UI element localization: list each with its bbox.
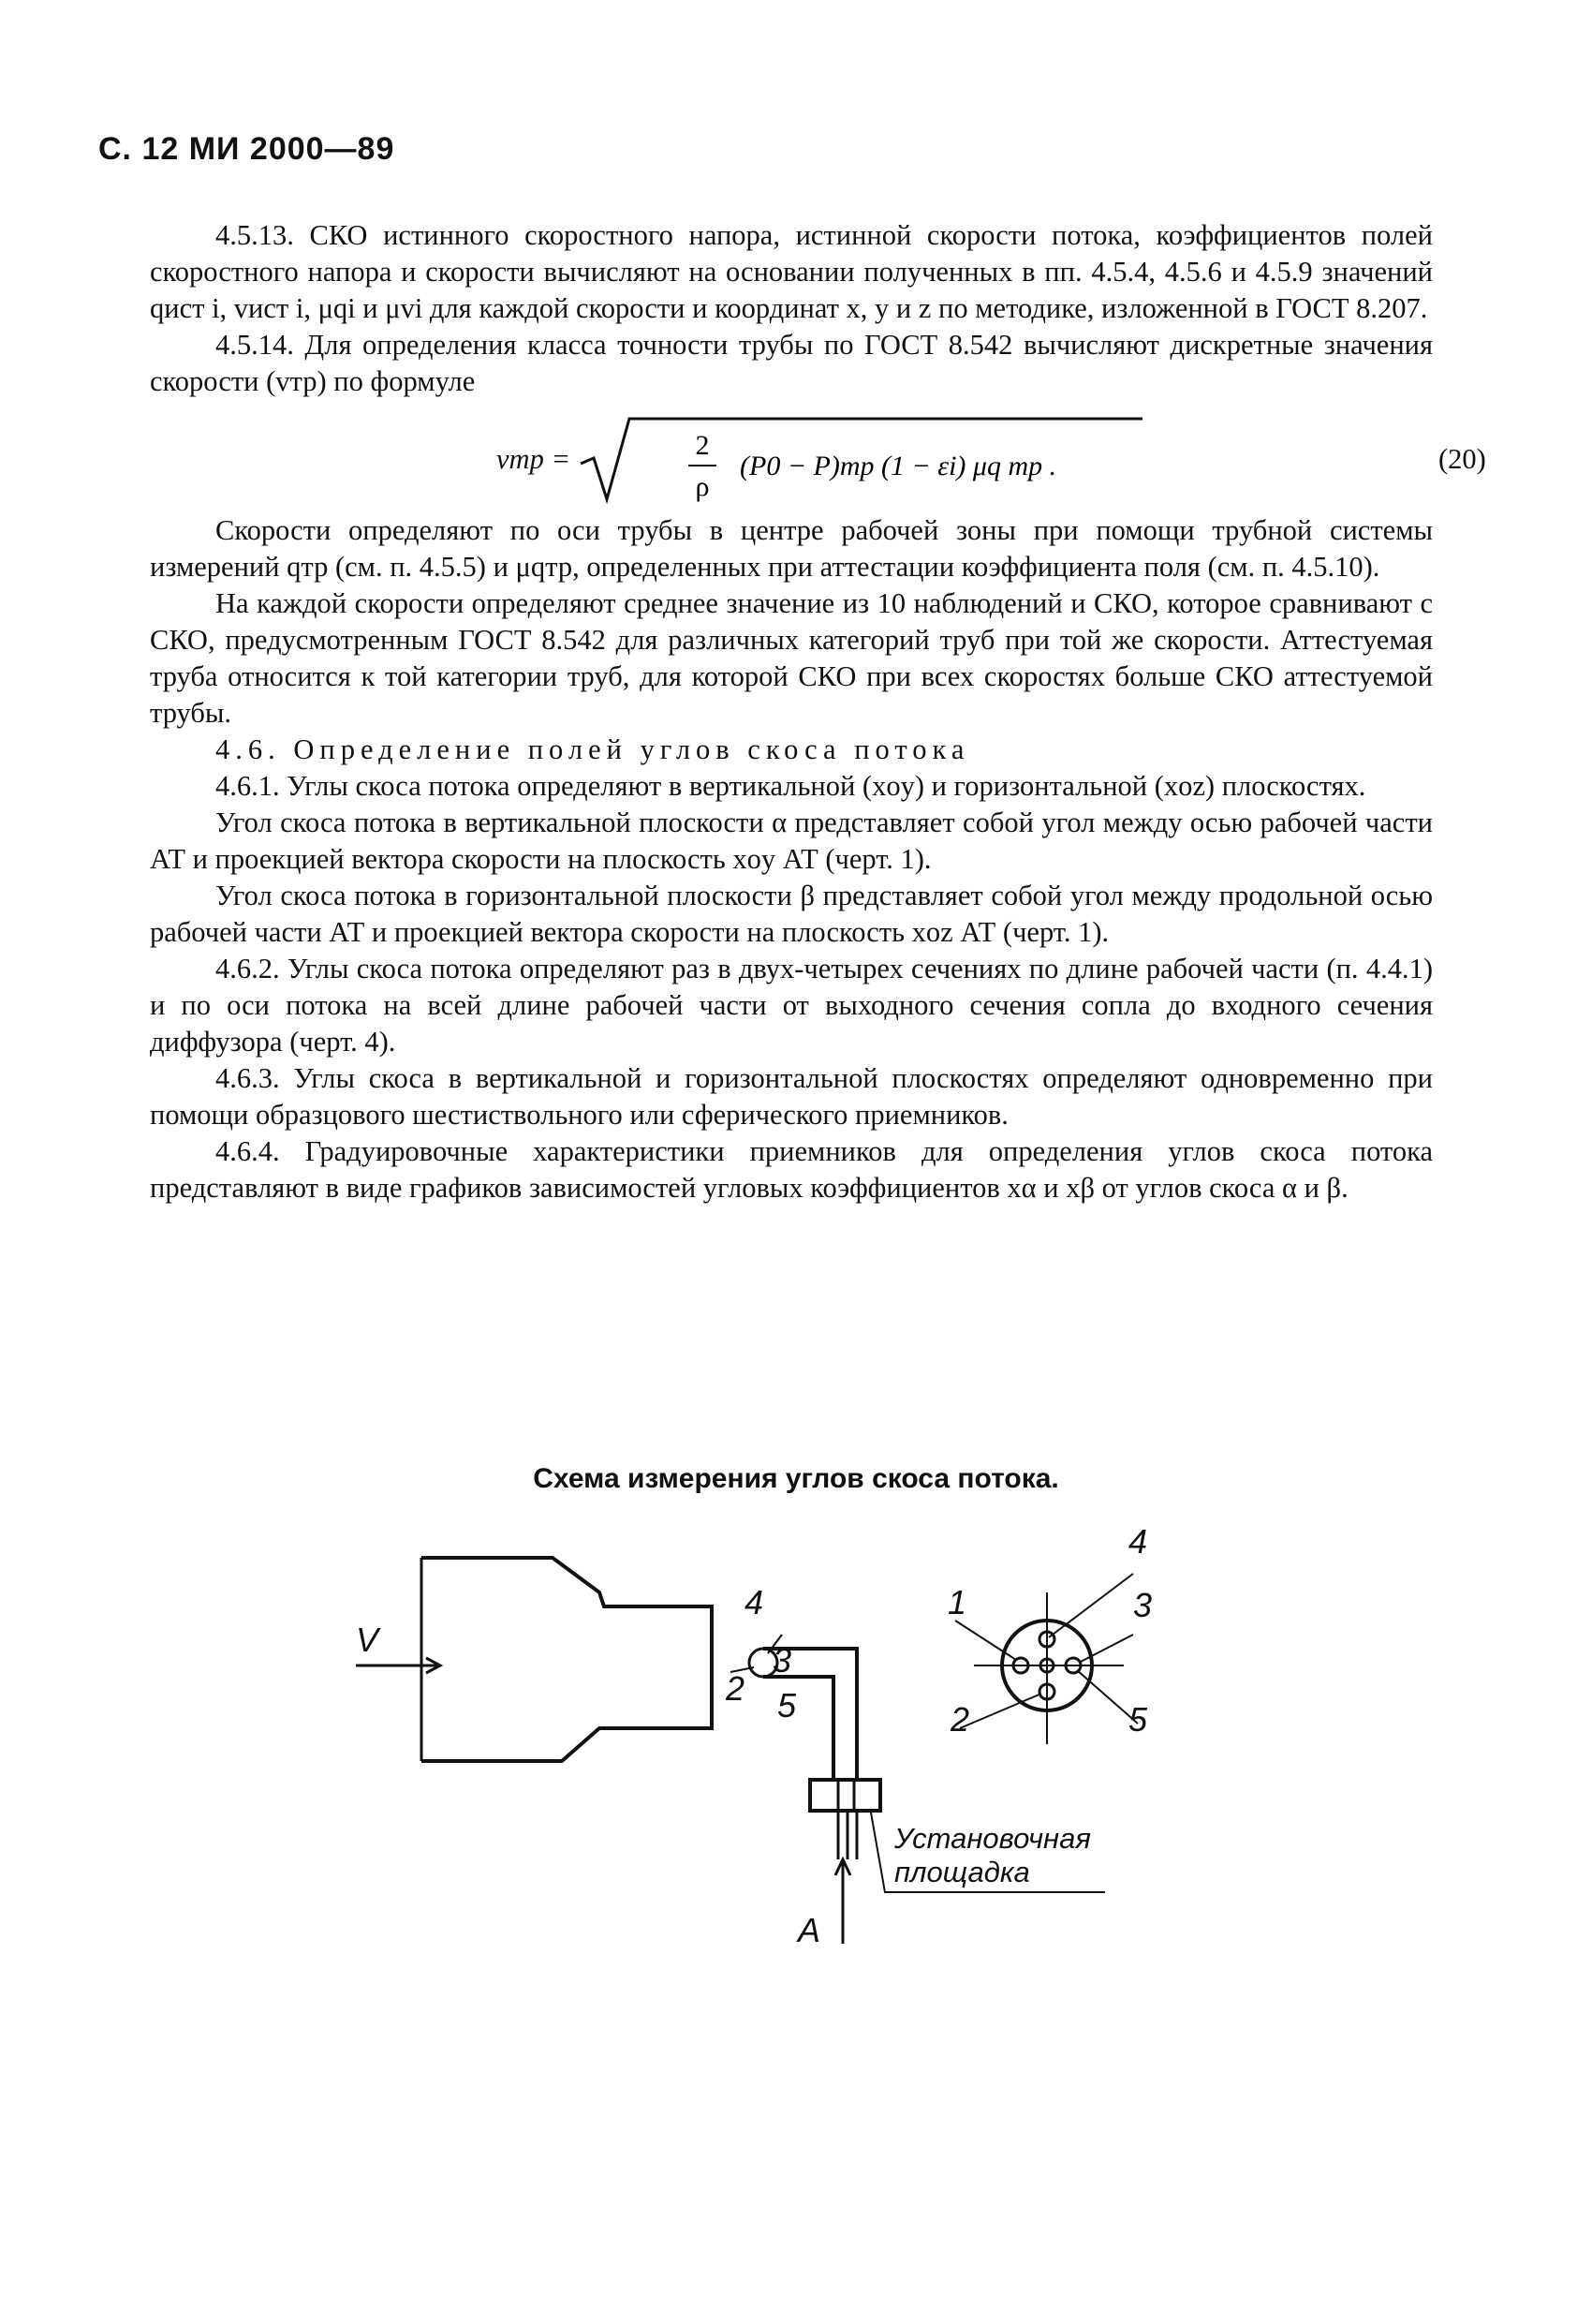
paragraph-alpha: Угол скоса потока в вертикальной плоскости α представляет собой угол между осью рабочей части АТ и проекцией вектора скорости на плоскость xoy АТ (черт. 1). <box>150 807 1433 875</box>
probe-label-3: 3 <box>773 1641 792 1680</box>
paragraph-4-6-1: 4.6.1. Углы скоса потока определяют в вертикальной (xoy) и горизонтальной (xoz) плоскостях. <box>215 770 1366 802</box>
caption-line-2: площадка <box>894 1856 1030 1888</box>
section-label-4: 4 <box>1128 1522 1148 1561</box>
formula-fraction-numerator: 2 <box>695 430 710 461</box>
section-heading-4-6: 4.6. Определение полей углов скоса потока <box>215 733 970 765</box>
paragraph-4-5-14: 4.5.14. Для определения класса точности трубы по ГОСТ 8.542 вычисляют дискретные значения скорости (vтр) по формуле <box>150 329 1433 397</box>
paragraph-4-6-4: 4.6.4. Градуировочные характеристики приемников для определения углов скоса потока представляют в виде графиков зависимостей угловых коэффициентов xα и xβ от углов скоса α и β. <box>150 1135 1433 1204</box>
formula-body: (P0 − P)тр (1 − εi) μq тр . <box>740 451 1057 481</box>
probe-label-5: 5 <box>777 1686 797 1724</box>
paragraph-4-6-3: 4.6.3. Углы скоса в вертикальной и горизонтальной плоскостях определяют одновременно при помощи образцового шестиствольного или сферического приемников. <box>150 1062 1433 1131</box>
probe-holder-block <box>810 1780 880 1811</box>
paragraph-4-6-2: 4.6.2. Углы скоса потока определяют раз в двух-четырех сечениях по длине рабочей части (п. 4.4.1) и по оси потока на всей длине рабочей части от выходного сечения сопла до входного сечения диффузора (черт. 4). <box>150 953 1433 1058</box>
figure-title: Схема измерения углов скоса потока. <box>533 1463 1059 1494</box>
page-header: С. 12 МИ 2000—89 <box>98 131 395 167</box>
section-label-5: 5 <box>1128 1700 1148 1739</box>
mounting-platform-caption <box>894 1822 1091 1889</box>
formula-number: (20) <box>1438 443 1486 475</box>
section-label-2: 2 <box>951 1700 970 1739</box>
paragraph-each-speed: На каждой скорости определяют среднее значение из 10 наблюдений и СКО, которое сравнивают с СКО, предусмотренным ГОСТ 8.542 для различных категорий труб при той же скорости. Аттестуемая труба относится к той категории труб, для которой СКО при всех скоростях больше СКО аттестуемой трубы. <box>150 587 1433 729</box>
section-label-3: 3 <box>1133 1586 1153 1624</box>
formula-fraction-denominator: ρ <box>695 471 710 502</box>
probe-label-2: 2 <box>726 1669 745 1708</box>
formula-lhs: vтр = <box>496 443 571 475</box>
caption-line-1: Установочная <box>894 1822 1091 1855</box>
probe-label-4: 4 <box>744 1583 764 1621</box>
view-a-label: A <box>798 1911 821 1949</box>
tunnel-nozzle-outline <box>421 1558 712 1761</box>
flow-velocity-label: V <box>356 1621 379 1659</box>
paragraph-velocity-axis: Скорости определяют по оси трубы в центре рабочей зоны при помощи трубной системы измерений qтр (см. п. 4.5.5) и μqтр, определенных при аттестации коэффициента поля (см. п. 4.5.10). <box>150 514 1433 583</box>
section-label-1: 1 <box>948 1583 967 1621</box>
paragraph-4-5-13: 4.5.13. СКО истинного скоростного напора, истинной скорости потока, коэффициентов полей скоростного напора и скорости вычисляют на основании полученных в пп. 4.5.4, 4.5.6 и 4.5.9 значений qист i, vист i, μqi и μvi для каждой скорости и координат x, y и z по методике, изложенной в ГОСТ 8.207. <box>150 219 1433 324</box>
paragraph-beta: Угол скоса потока в горизонтальной плоскости β представляет собой угол между продольной осью рабочей части АТ и проекцией вектора скорости на плоскость xoz АТ (черт. 1). <box>150 880 1433 948</box>
